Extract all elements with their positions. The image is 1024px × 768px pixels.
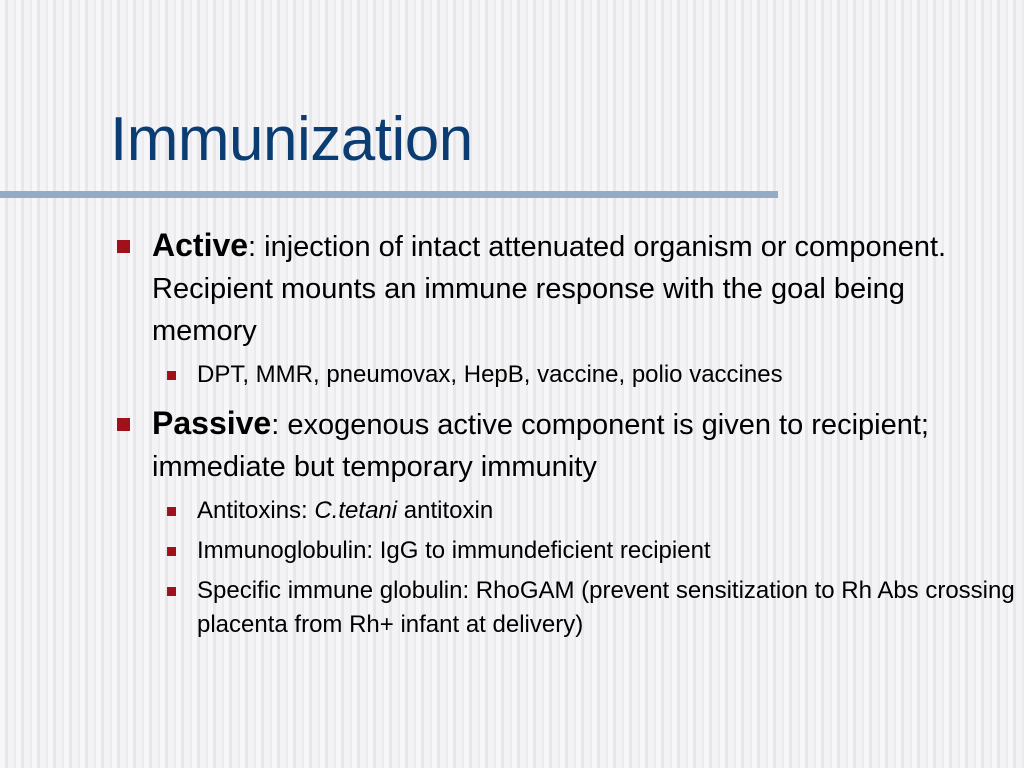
bullet-text: injection of intact attenuated organism or component. Recipient mounts an immune response with the goal being memory [152,231,947,347]
sub-bullet-specific-globulin [152,574,1015,642]
square-bullet-icon [117,418,130,431]
square-bullet-icon [167,507,176,516]
bullet-passive [115,402,1015,488]
sub-bullet-text-before: Antitoxins: [197,497,315,524]
square-bullet-icon [167,587,176,596]
sub-bullet-text: Specific immune globulin: RhoGAM (prevent sensitization to Rh Abs crossing placenta from Rh+ infant at delivery) [197,577,1015,638]
term-passive: Passive [152,405,272,441]
species-name: C.tetani [314,497,398,524]
sub-bullet-vaccines [152,358,1015,392]
bullet-list [115,224,1015,642]
slide-title: Immunization [110,105,473,174]
bullet-active [115,224,1015,352]
sub-bullet-antitoxins [152,494,1015,528]
bullet-text: exogenous active component is given to recipient; immediate but temporary immunity [152,409,929,483]
term-colon: : [271,409,280,441]
term-active: Active [152,227,249,263]
sub-bullet-immunoglobulin [152,534,1015,568]
term-colon: : [248,231,257,263]
sub-bullet-text: Immunoglobulin: IgG to immundeficient recipient [197,537,711,564]
sub-bullet-text: DPT, MMR, pneumovax, HepB, vaccine, polio vaccines [197,361,783,388]
square-bullet-icon [117,240,130,253]
square-bullet-icon [167,371,176,380]
square-bullet-icon [167,547,176,556]
title-underline [0,191,778,198]
sub-bullet-text-after: antitoxin [397,497,494,524]
